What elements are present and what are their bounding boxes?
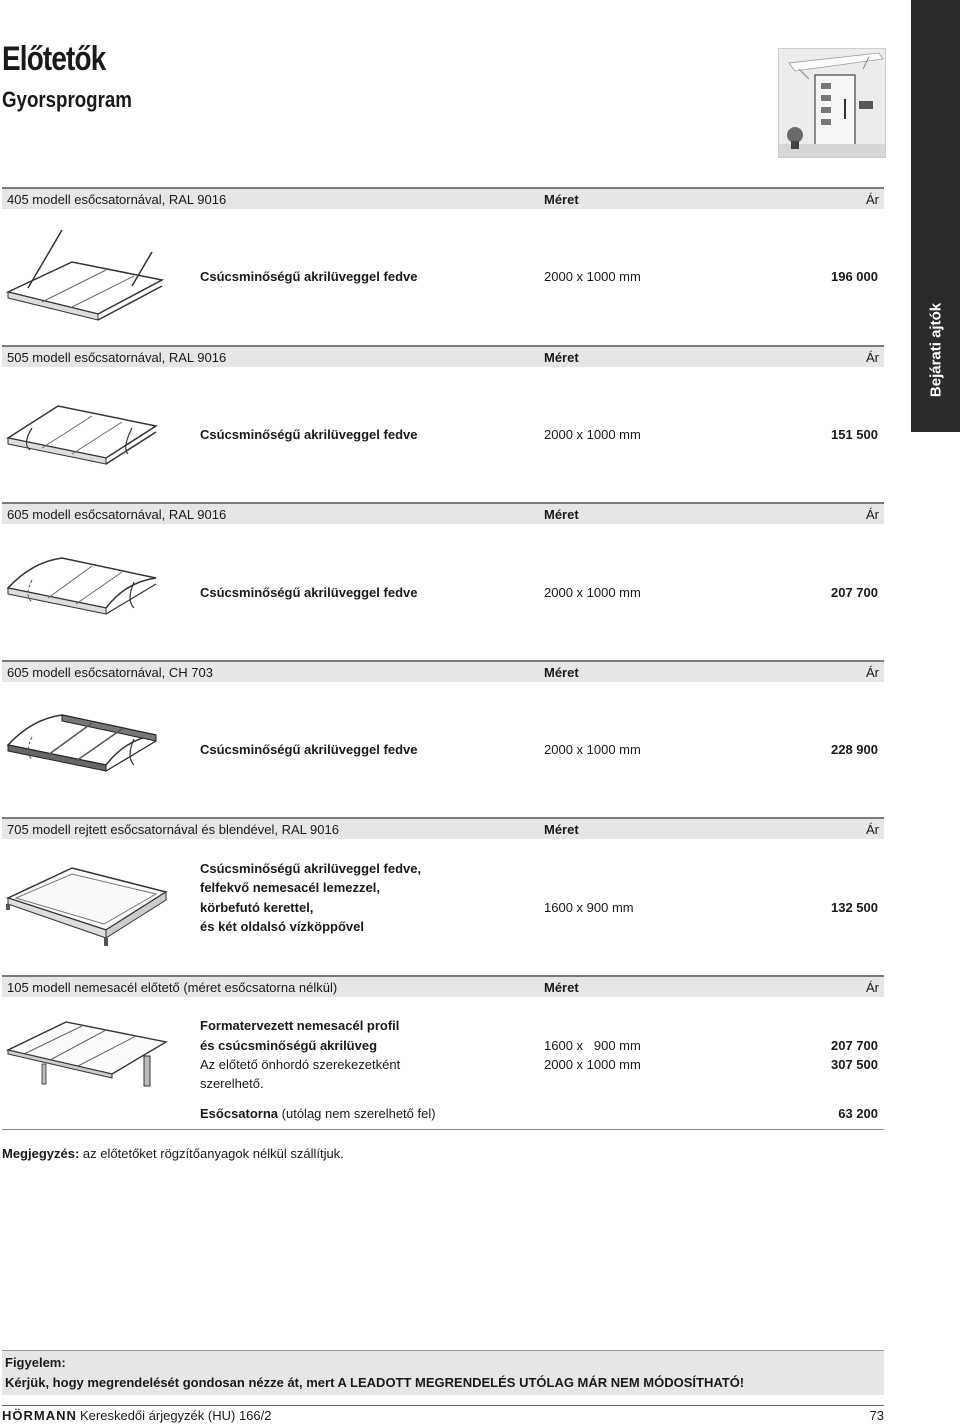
side-tab-label: Bejárati ajtók [927,302,944,398]
side-tab [911,0,960,432]
column-ar: Ár [866,507,879,522]
page-title: Előtetők [2,40,106,78]
section-size: 1600 x 900 mm [544,900,634,915]
section-size-2: 2000 x 1000 mm [544,1057,641,1072]
section-desc-line: felfekvő nemesacél lemezzel, [200,880,380,895]
note-text: az előtetőket rögzítőanyagok nélkül szállítjuk. [79,1146,344,1161]
section-header-505 [2,345,884,367]
column-meret: Méret [544,822,579,837]
canopy-605-ral-drawing [2,556,172,626]
section-price-2: 307 500 [831,1057,878,1072]
column-meret: Méret [544,192,579,207]
section-name: 605 modell esőcsatornával, RAL 9016 [7,507,227,522]
page-number: 73 [869,1408,884,1423]
section-desc-line: és két oldalsó vízköppővel [200,919,364,934]
section-header-605-ch [2,660,884,682]
section-desc: Csúcsminőségű akrilüveggel fedve [200,585,418,600]
section-name: 405 modell esőcsatornával, RAL 9016 [7,192,227,207]
section-price: 207 700 [831,585,878,600]
gutter-label: Esőcsatorna [200,1106,279,1121]
section-header-705 [2,817,884,839]
section-desc: Csúcsminőségű akrilüveggel fedve [200,427,418,442]
column-ar: Ár [866,822,879,837]
door-canopy-photo [778,48,886,158]
column-ar: Ár [866,665,879,680]
footer-reference: Kereskedői árjegyzék (HU) 166/2 [80,1408,272,1423]
notice-title: Figyelem: [5,1355,66,1370]
footer [2,1405,884,1424]
section-desc: Csúcsminőségű akrilüveggel fedve [200,269,418,284]
section-desc: Csúcsminőségű akrilüveggel fedve [200,742,418,757]
column-meret: Méret [544,980,579,995]
section-price: 132 500 [831,900,878,915]
column-meret: Méret [544,507,579,522]
section-desc-line: Formatervezett nemesacél profil [200,1018,400,1033]
section-size: 2000 x 1000 mm [544,269,641,284]
section-desc-line: körbefutó kerettel, [200,900,314,915]
section-desc-line: szerelhető. [200,1076,264,1091]
section-header-405 [2,187,884,209]
gutter-price: 63 200 [838,1106,878,1121]
section-name: 705 modell rejtett esőcsatornával és blendével, RAL 9016 [7,822,339,837]
canopy-405-drawing [2,222,172,332]
section-header-605-ral [2,502,884,524]
section-name: 605 modell esőcsatornával, CH 703 [7,665,213,680]
canopy-105-drawing [2,1018,172,1096]
page-subtitle: Gyorsprogram [2,87,132,112]
note [2,1146,344,1161]
gutter-note: (utólag nem szerelhető fel) [278,1106,436,1121]
section-size: 2000 x 1000 mm [544,742,641,757]
section-desc-line: Csúcsminőségű akrilüveggel fedve, [200,861,422,876]
section-name: 505 modell esőcsatornával, RAL 9016 [7,350,227,365]
column-ar: Ár [866,192,879,207]
section-size: 2000 x 1000 mm [544,427,641,442]
column-meret: Méret [544,350,579,365]
section-header-105 [2,975,884,997]
section-desc-line: Az előtető önhordó szerekezetként [200,1057,401,1072]
section-price-1: 207 700 [831,1038,878,1053]
column-meret: Méret [544,665,579,680]
notice-box [2,1350,884,1395]
canopy-605-ch-drawing [2,713,172,783]
canopy-705-drawing [2,858,172,954]
divider [2,1129,884,1130]
section-name: 105 modell nemesacél előtető (méret esőcsatorna nélkül) [7,980,338,995]
gutter-row [200,1106,436,1121]
section-size-1: 1600 x 900 mm [544,1038,641,1053]
section-price: 196 000 [831,269,878,284]
notice-text: Kérjük, hogy megrendelését gondosan nézze át, mert A LEADOTT MEGRENDELÉS UTÓLAG MÁR NEM MÓDOSÍTHATÓ! [5,1375,745,1390]
section-desc-line: és csúcsminőségű akrilüveg [200,1038,378,1053]
brand-logo: HÖRMANN [2,1408,77,1423]
section-price: 151 500 [831,427,878,442]
note-label: Megjegyzés: [2,1146,80,1161]
canopy-505-drawing [2,398,172,478]
column-ar: Ár [866,980,879,995]
column-ar: Ár [866,350,879,365]
section-size: 2000 x 1000 mm [544,585,641,600]
section-price: 228 900 [831,742,878,757]
